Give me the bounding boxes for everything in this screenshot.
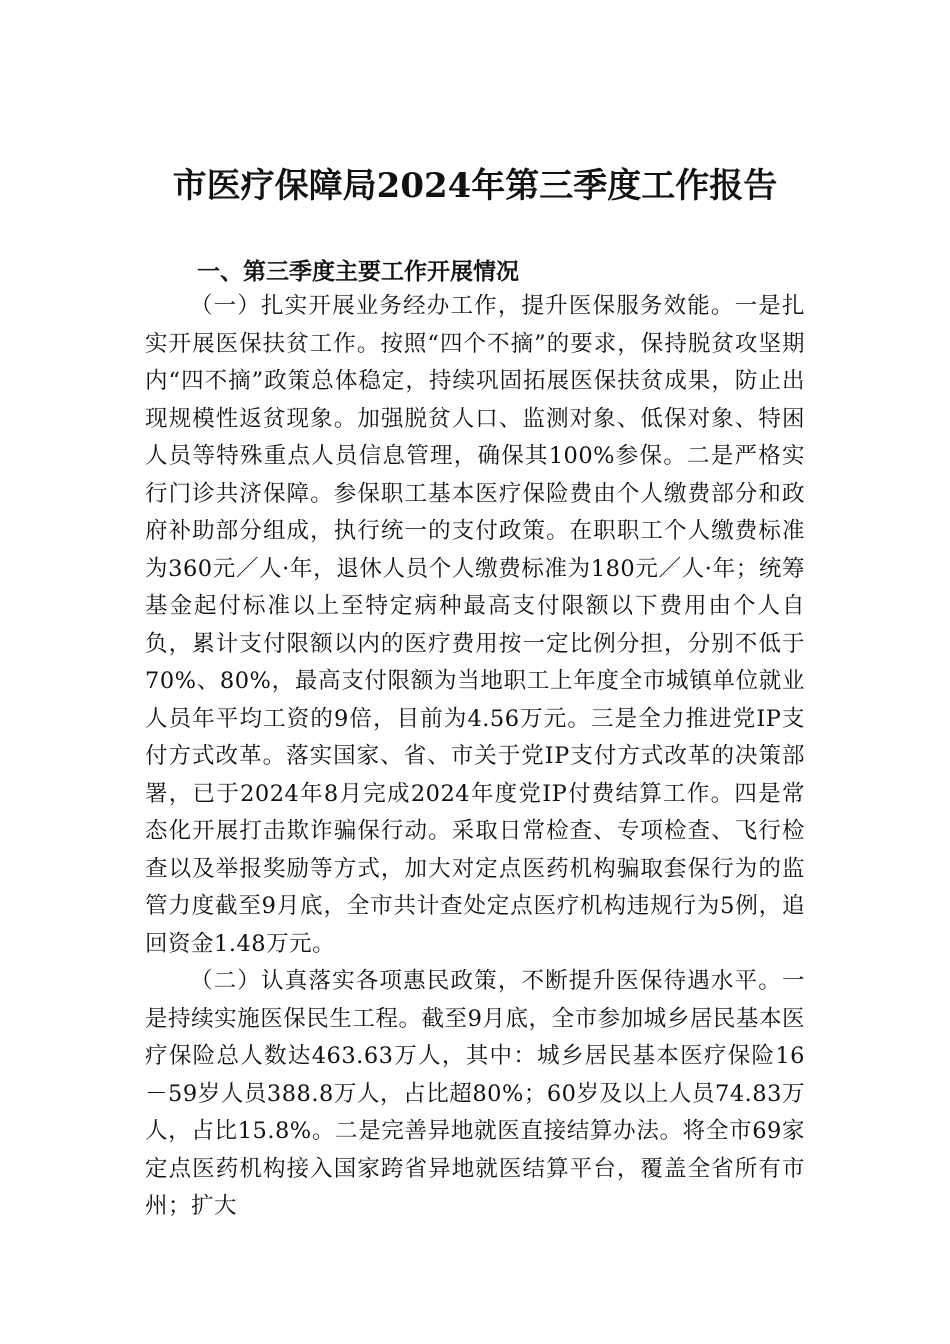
paragraph-2-lead: （二）认真落实各项惠民政策，不断提升医保待遇水平。 xyxy=(190,968,782,994)
section-heading: 一、第三季度主要工作开展情况 xyxy=(197,259,519,285)
paragraph-1 xyxy=(145,288,805,963)
document-title: 市医疗保障局2024年第三季度工作报告 xyxy=(172,166,778,206)
paragraph-1-text: 一是扎实开展医保扶贫工作。按照“四个不摘”的要求，保持脱贫攻坚期内“四不摘”政策总体稳定，持续巩固拓展医保扶贫成果，防止出现规模性返贫现象。加强脱贫人口、监测对象、低保对象、特困人员等特殊重点人员信息管理，确保其100%参保。二是严格实行门诊共济保障。参保职工基本医疗保险费由个人缴费部分和政府补助部分组成，执行统一的支付政策。在职职工个人缴费标准为360元／人·年，退休人员个人缴费标准为180元／人·年；统筹基金起付标准以上至特定病种最高支付限额以下费用由个人自负，累计支付限额以内的医疗费用按一定比例分担，分别不低于70%、80%，最高支付限额为当地职工上年度全市城镇单位就业人员年平均工资的9倍，目前为4.56万元。三是全力推进党IP支付方式改革。落实国家、省、市关于党IP支付方式改革的决策部署，已于2024年8月完成2024年度党IP付费结算工作。四是常态化开展打击欺诈骗保行动。采取日常检查、专项检查、飞行检查以及举报奖励等方式，加大对定点医药机构骗取套保行为的监管力度截至9月底，全市共计查处定点医疗机构违规行为5例，追回资金1.48万元。 xyxy=(145,293,805,957)
paragraph-2-text: 一是持续实施医保民生工程。截至9月底，全市参加城乡居民基本医疗保险总人数达463.63万人，其中：城乡居民基本医疗保险16－59岁人员388.8万人，占比超80%；60岁及以上人员74.83万人，占比15.8%。二是完善异地就医直接结算办法。将全市69家定点医药机构接入国家跨省异地就医结算平台，覆盖全省所有市州；扩大 xyxy=(145,968,805,1219)
paragraph-1-lead: （一）扎实开展业务经办工作，提升医保服务效能。 xyxy=(190,293,735,319)
paragraph-2 xyxy=(145,963,805,1226)
document-body xyxy=(145,256,805,1226)
